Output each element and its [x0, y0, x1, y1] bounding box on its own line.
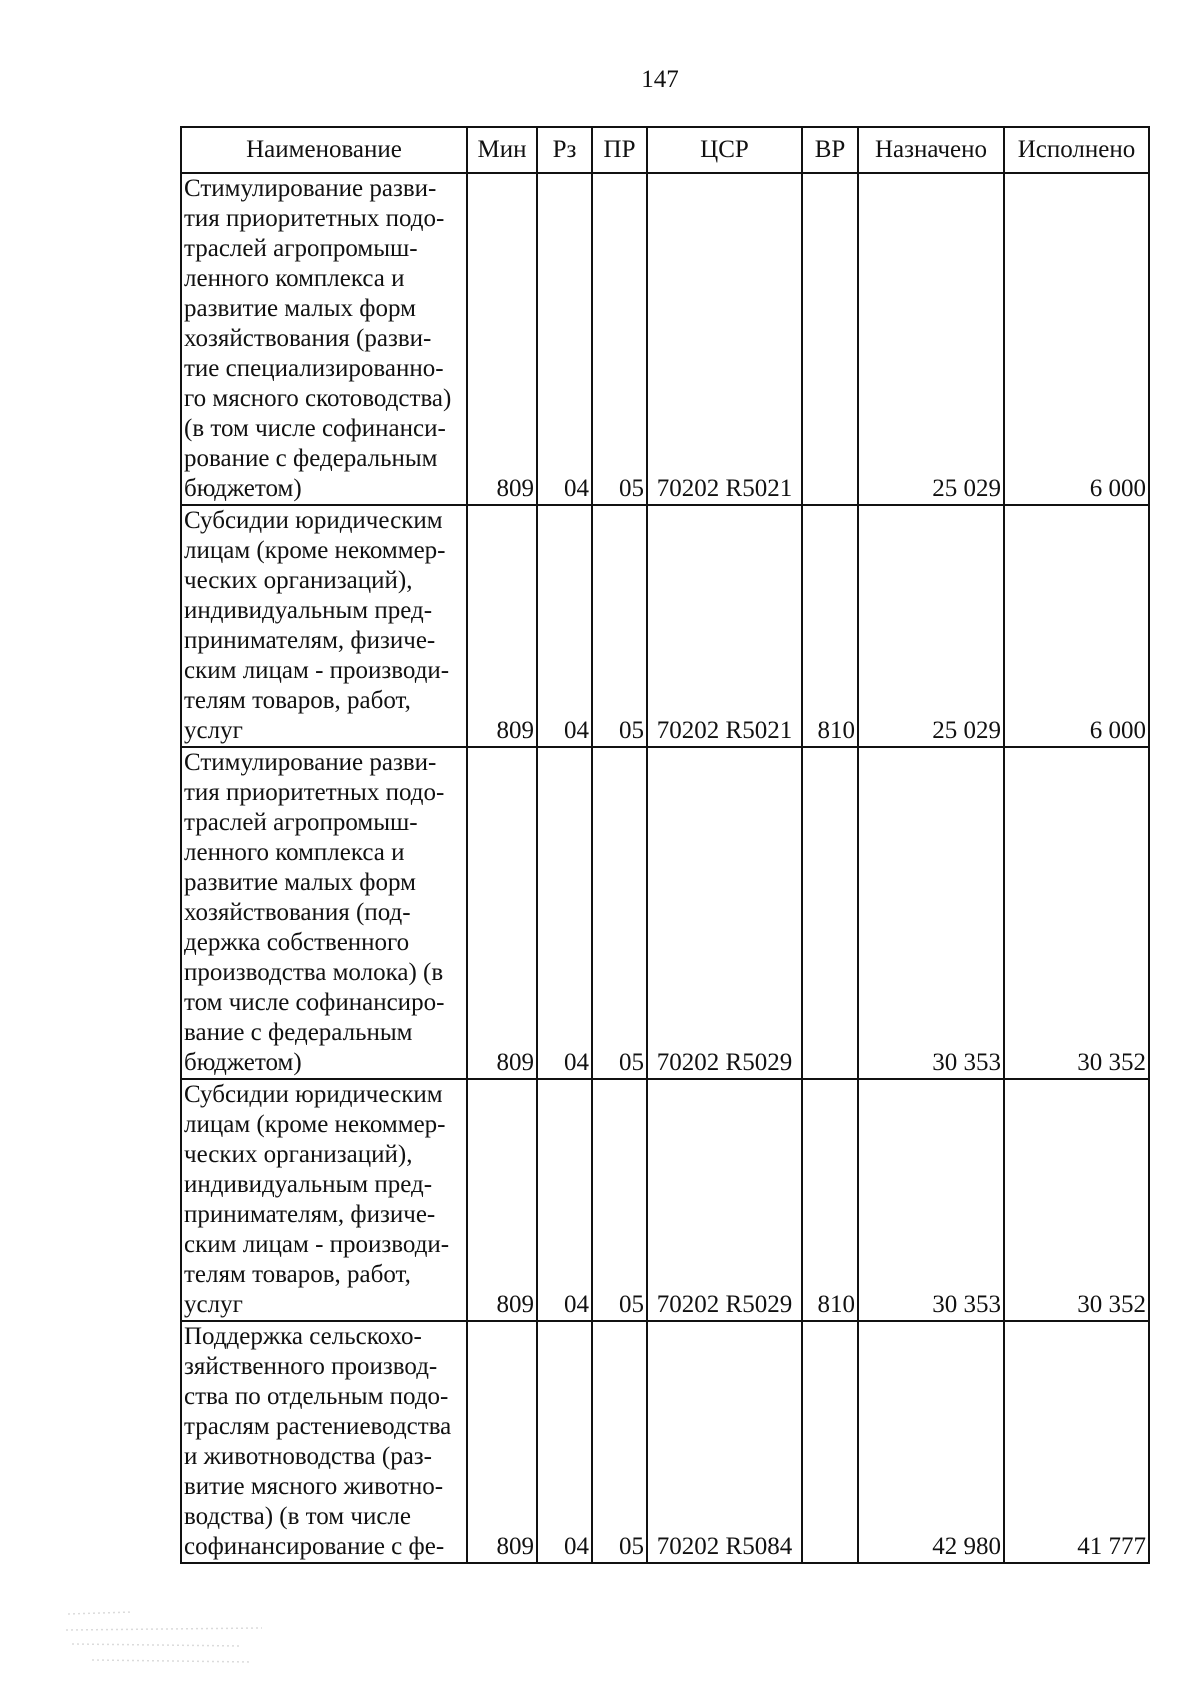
row-assigned: 25 029 [858, 505, 1004, 747]
header-assigned: Назначено [858, 127, 1004, 173]
row-csr: 70202 R5021 [647, 173, 802, 505]
row-pr: 05 [592, 505, 647, 747]
row-vr: 810 [802, 505, 858, 747]
row-rz: 04 [537, 1079, 592, 1321]
row-rz: 04 [537, 173, 592, 505]
row-pr: 05 [592, 173, 647, 505]
row-name: Субсидии юридическим лицам (кроме некоммер-ческих организаций), индивидуальным пред-принимателям, физиче-ским лицам - производи-телям товаров, работ, услуг [181, 1079, 467, 1321]
row-rz: 04 [537, 505, 592, 747]
table-row [181, 1079, 1149, 1321]
header-name: Наименование [181, 127, 467, 173]
table-row [181, 173, 1149, 505]
row-csr: 70202 R5021 [647, 505, 802, 747]
row-pr: 05 [592, 747, 647, 1079]
scan-artifact-stamp [62, 1604, 272, 1670]
row-executed: 6 000 [1004, 173, 1149, 505]
row-assigned: 42 980 [858, 1321, 1004, 1563]
row-vr [802, 747, 858, 1079]
header-csr: ЦСР [647, 127, 802, 173]
header-vr: ВР [802, 127, 858, 173]
row-min: 809 [467, 747, 537, 1079]
row-executed: 30 352 [1004, 747, 1149, 1079]
header-min: Мин [467, 127, 537, 173]
row-vr: 810 [802, 1079, 858, 1321]
row-csr: 70202 R5029 [647, 747, 802, 1079]
row-assigned: 30 353 [858, 747, 1004, 1079]
header-pr: ПР [592, 127, 647, 173]
page-number: 147 [641, 66, 679, 93]
row-name: Стимулирование разви-тия приоритетных подо-траслей агропромыш-ленного комплекса и развитие малых форм хозяйствования (под-держка собственного производства молока) (в том числе софинансиро-вание с федеральным бюджетом) [181, 747, 467, 1079]
row-min: 809 [467, 505, 537, 747]
row-csr: 70202 R5029 [647, 1079, 802, 1321]
row-vr [802, 1321, 858, 1563]
budget-table [180, 126, 1150, 1564]
row-pr: 05 [592, 1079, 647, 1321]
header-executed: Исполнено [1004, 127, 1149, 173]
table-row [181, 505, 1149, 747]
row-executed: 6 000 [1004, 505, 1149, 747]
row-name: Стимулирование разви-тия приоритетных подо-траслей агропромыш-ленного комплекса и развитие малых форм хозяйствования (разви-тие специализированно-го мясного скотоводства) (в том числе софинанси-рование с федеральным бюджетом) [181, 173, 467, 505]
row-min: 809 [467, 1321, 537, 1563]
table-row [181, 1321, 1149, 1563]
header-row [181, 127, 1149, 173]
row-executed: 41 777 [1004, 1321, 1149, 1563]
row-csr: 70202 R5084 [647, 1321, 802, 1563]
row-rz: 04 [537, 1321, 592, 1563]
header-rz: Рз [537, 127, 592, 173]
row-name: Субсидии юридическим лицам (кроме некоммер-ческих организаций), индивидуальным пред-принимателям, физиче-ским лицам - производи-телям товаров, работ, услуг [181, 505, 467, 747]
row-name: Поддержка сельскохо-зяйственного производ-ства по отдельным подо-траслям растениеводства и животноводства (раз-витие мясного животно-водства) (в том числе софинансирование с фе- [181, 1321, 467, 1563]
row-assigned: 25 029 [858, 173, 1004, 505]
row-vr [802, 173, 858, 505]
row-executed: 30 352 [1004, 1079, 1149, 1321]
row-min: 809 [467, 1079, 537, 1321]
row-assigned: 30 353 [858, 1079, 1004, 1321]
table-row [181, 747, 1149, 1079]
row-rz: 04 [537, 747, 592, 1079]
row-min: 809 [467, 173, 537, 505]
row-pr: 05 [592, 1321, 647, 1563]
